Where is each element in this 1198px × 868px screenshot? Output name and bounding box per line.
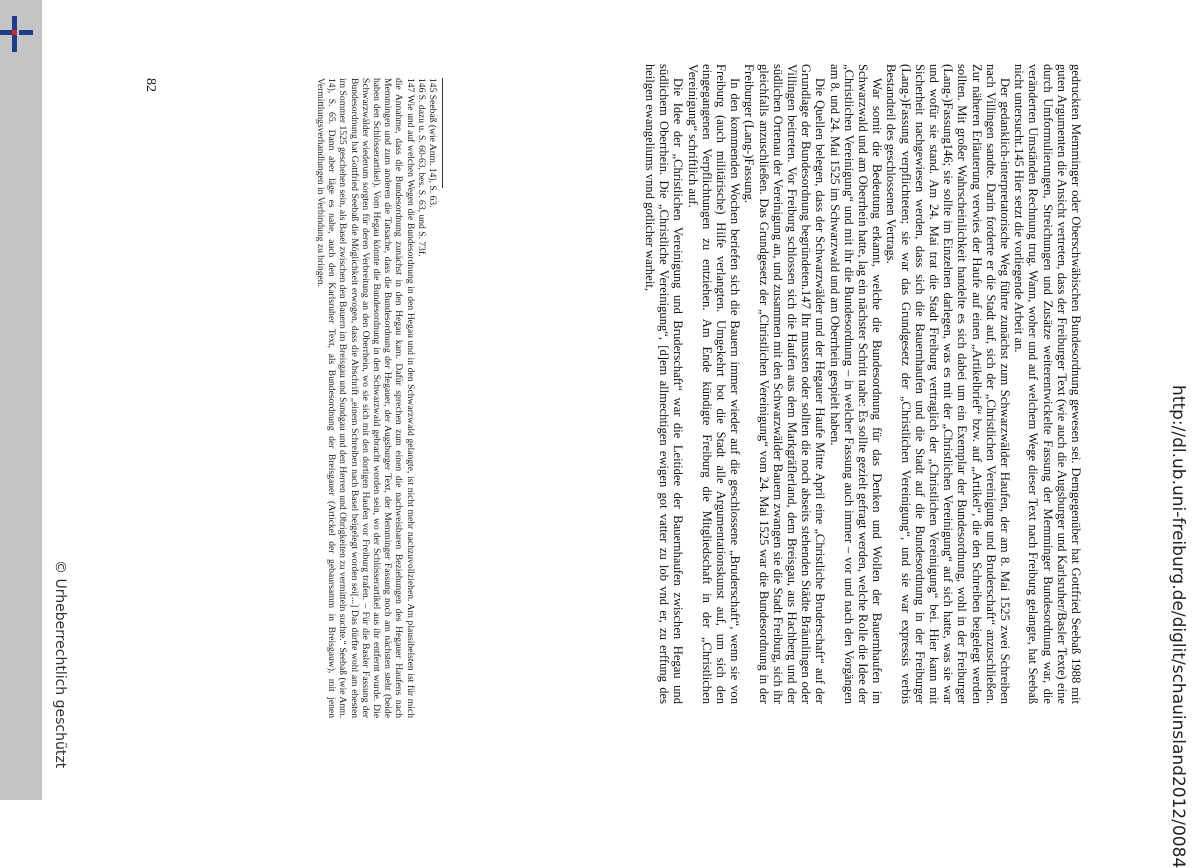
paragraph: Der gedanklich-interpretatorische Weg führte zunächst zum Schwarzwälder Haufen, der am 8. Mai 1525 zwei Schreiben nach Villingen sandte. Darin forderte er die Stadt auf, sich der „Christlichen Vereinigung und Bruderschaft“ anzuschließen. Zur näheren Erläuterung verwies der Haufe auf einen „Artikelbrief“ bzw. auf „Artikel“, die den Schreiben beigelegt werden sollten. Mit großer Wahrscheinlichkeit handelte es sich dabei um ein Exemplar der Bundesordnung, wohl in der Freiburger (Lang-)Fassung146; sie sollte im Einzelnen darlegen, was es mit der „Christlichen Vereinigung“ auf sich hatte, was sie war und wofür sie stand. Am 24. Mai trat die Stadt Freiburg vertraglich der „Christlichen Vereinigung“ bei. Hier kann mit Sicherheit nachgewiesen werden, dass sich die Bauernhaufen und die Stadt auf die Bundesordnung in der Freiburger (Lang-)Fassung verpflichteten; sie war das Grundgesetz der „Christlichen Vereinigung“, und sie war expressis verbis Bestandteil des geschlossenen Vertrags. — [884, 64, 1012, 704]
paragraph: In den kommenden Wochen beriefen sich die Bauern immer wieder auf die geschlossene „Bruderschaft“, wenn sie von Freiburg (auch militärische) Hilfe verlangten. Umgekehrt bot die Stadt alle Argumentationskunst auf, um sich den eingegangenen Verpflichtungen zu entziehen. Am Ende kündigte Freiburg die Mitgliedschaft in der „Christlichen Vereinigung“ schriftlich auf. — [685, 64, 743, 704]
page-url: http://dl.ub.uni-freiburg.de/diglit/schauinsland2012/0084 — [1168, 385, 1188, 868]
viewer-sidebar — [0, 0, 42, 800]
paragraph: Die Idee der „Christlichen Vereinigung und Bruderschaft“ war die Leitidee der Bauernhaufen zwischen Hegau und südlichem Oberrhein. Die „Christliche Vereinigung“, [d]em allmechtigen ewigen got vatter zu lob vnd er, zu erffung des heilgen ewangeliums vnnd gotlicher warheit, — [642, 64, 686, 704]
footnote-rule — [442, 78, 443, 188]
rights-notice: © Urheberrechtlich geschützt — [52, 560, 68, 769]
footnote: 147 Wie und auf welchen Wegen die Bundesordnung in den Hegau und in den Schwarzwald gelangte, ist nicht mehr nachzuvollziehen. Am plausibelsten ist für mich die Annahme, dass die Bundesordnung zunächst in den Hegau kam. Dafür sprechen zum einen die nachweisbaren Beziehungen des Hegauer Haufens nach Memmingen und zum anderen die Tatsache, dass die Bundesordnung der Hegauer, der Augsburger Text, der Memminger Fassung noch am nächsten steht (beide haben den Schlösserartikel). Vom Hegau könnte die Bundesordnung in den Schwarzwald gebracht worden sein, wo der Schlösserartikel aus ihr entfernt wurde. Die Schwarzwälder wiederum sorgten für deren Verbreitung an den Oberrhein, wo sie sich mit den dortigen Haufen vor Freiburg trafen. – Für die Basler Fassung der Bundesordnung hat Gottfried Seebaß die Möglichkeit erwogen, dass die Abschrift „einem Schreiben nach Basel beigelegt worden sei[...] Das dürfte wohl am ehesten im Sommer 1525 geschehen sein, als Basel zwischen den Bauern im Breisgau und Sundgau und den Herren und Obrigkeiten zu vermitteln suchte.“ Seebaß (wie Anm. 14), S. 65. Dann aber läge es nahe, auch den Karlsruher Text, als Bundesordnung der Breisgauer (Artickel der gebaursamm in Breisgauw), mit jenen Vermittlungsverhandlungen in Verbindung zu bringen. — [314, 78, 416, 718]
page-number: 82 — [143, 78, 158, 92]
footnote: 145 Seebaß (wie Anm. 14), S. 63. — [427, 78, 438, 208]
footnotes — [315, 78, 438, 718]
footnote: 146 S. dazu u. S. 60-63, bes. S. 63, und S. 73f. — [415, 78, 427, 257]
rotated-page — [42, 0, 1198, 868]
paragraph: War somit die Bedeutung erkannt, welche die Bundesordnung für das Denken und Wollen der Bauernhaufen im Schwarzwald und am Oberrhein hatte, lag ein nächster Schritt nahe: Es sollte gezielt gefragt werden, welche Rolle die Idee der „Christlichen Vereinigung“ und mit ihr die Bundesordnung – in welcher Fassung auch immer – vor und nach den Vorgängen am 8. und 24. Mai 1525 im Schwarzwald und am Oberrhein gespielt haben. — [827, 64, 885, 704]
body-text — [643, 64, 1083, 704]
document-viewport[interactable] — [42, 0, 1198, 868]
paragraph: gedruckten Memminger oder Oberschwäbischen Bundesordnung gewesen sei. Demgegenüber hat Gottfried Seebaß 1988 mit guten Argumenten die Ansicht vertreten, dass der Freiburger Text (wie auch die Augsburger und Karlsruher/Basler Texte) eine durch Umformulierungen, Streichungen und Zusätze weiterentwickelte Fassung der Memminger Bundesordnung war, die veränderten Umständen Rechnung trug. Wann, woher und auf welchem Wege dieser Text nach Freiburg gelangte, hat Seebaß nicht untersucht.145 Hier setzt die vorliegende Arbeit an. — [1012, 64, 1083, 704]
paragraph: Die Quellen belegen, dass der Schwarzwälder und der Hegauer Haufe Mitte April eine „Christliche Bruderschaft“ auf der Grundlage der Bundesordnung begründeten.147 Ihr mussten oder sollten die noch abseits stehenden Städte Bräunlingen oder Villingen beitreten. Vor Freiburg schlossen sich die Haufen aus dem Markgräflerland, dem Breisgau, aus Hachberg und der südlichen Ortenau der Vereinigung an, und zusammen mit den Schwarzwälder Bauern zwangen sie die Stadt Freiburg, sich ihr gleichfalls anzuschließen. Das Grundgesetz der „Christlichen Vereinigung“ vom 24. Mai 1525 war die Bundesordnung in der Freiburger (Lang-)Fassung. — [742, 64, 828, 704]
ub-freiburg-logo[interactable] — [0, 14, 34, 54]
